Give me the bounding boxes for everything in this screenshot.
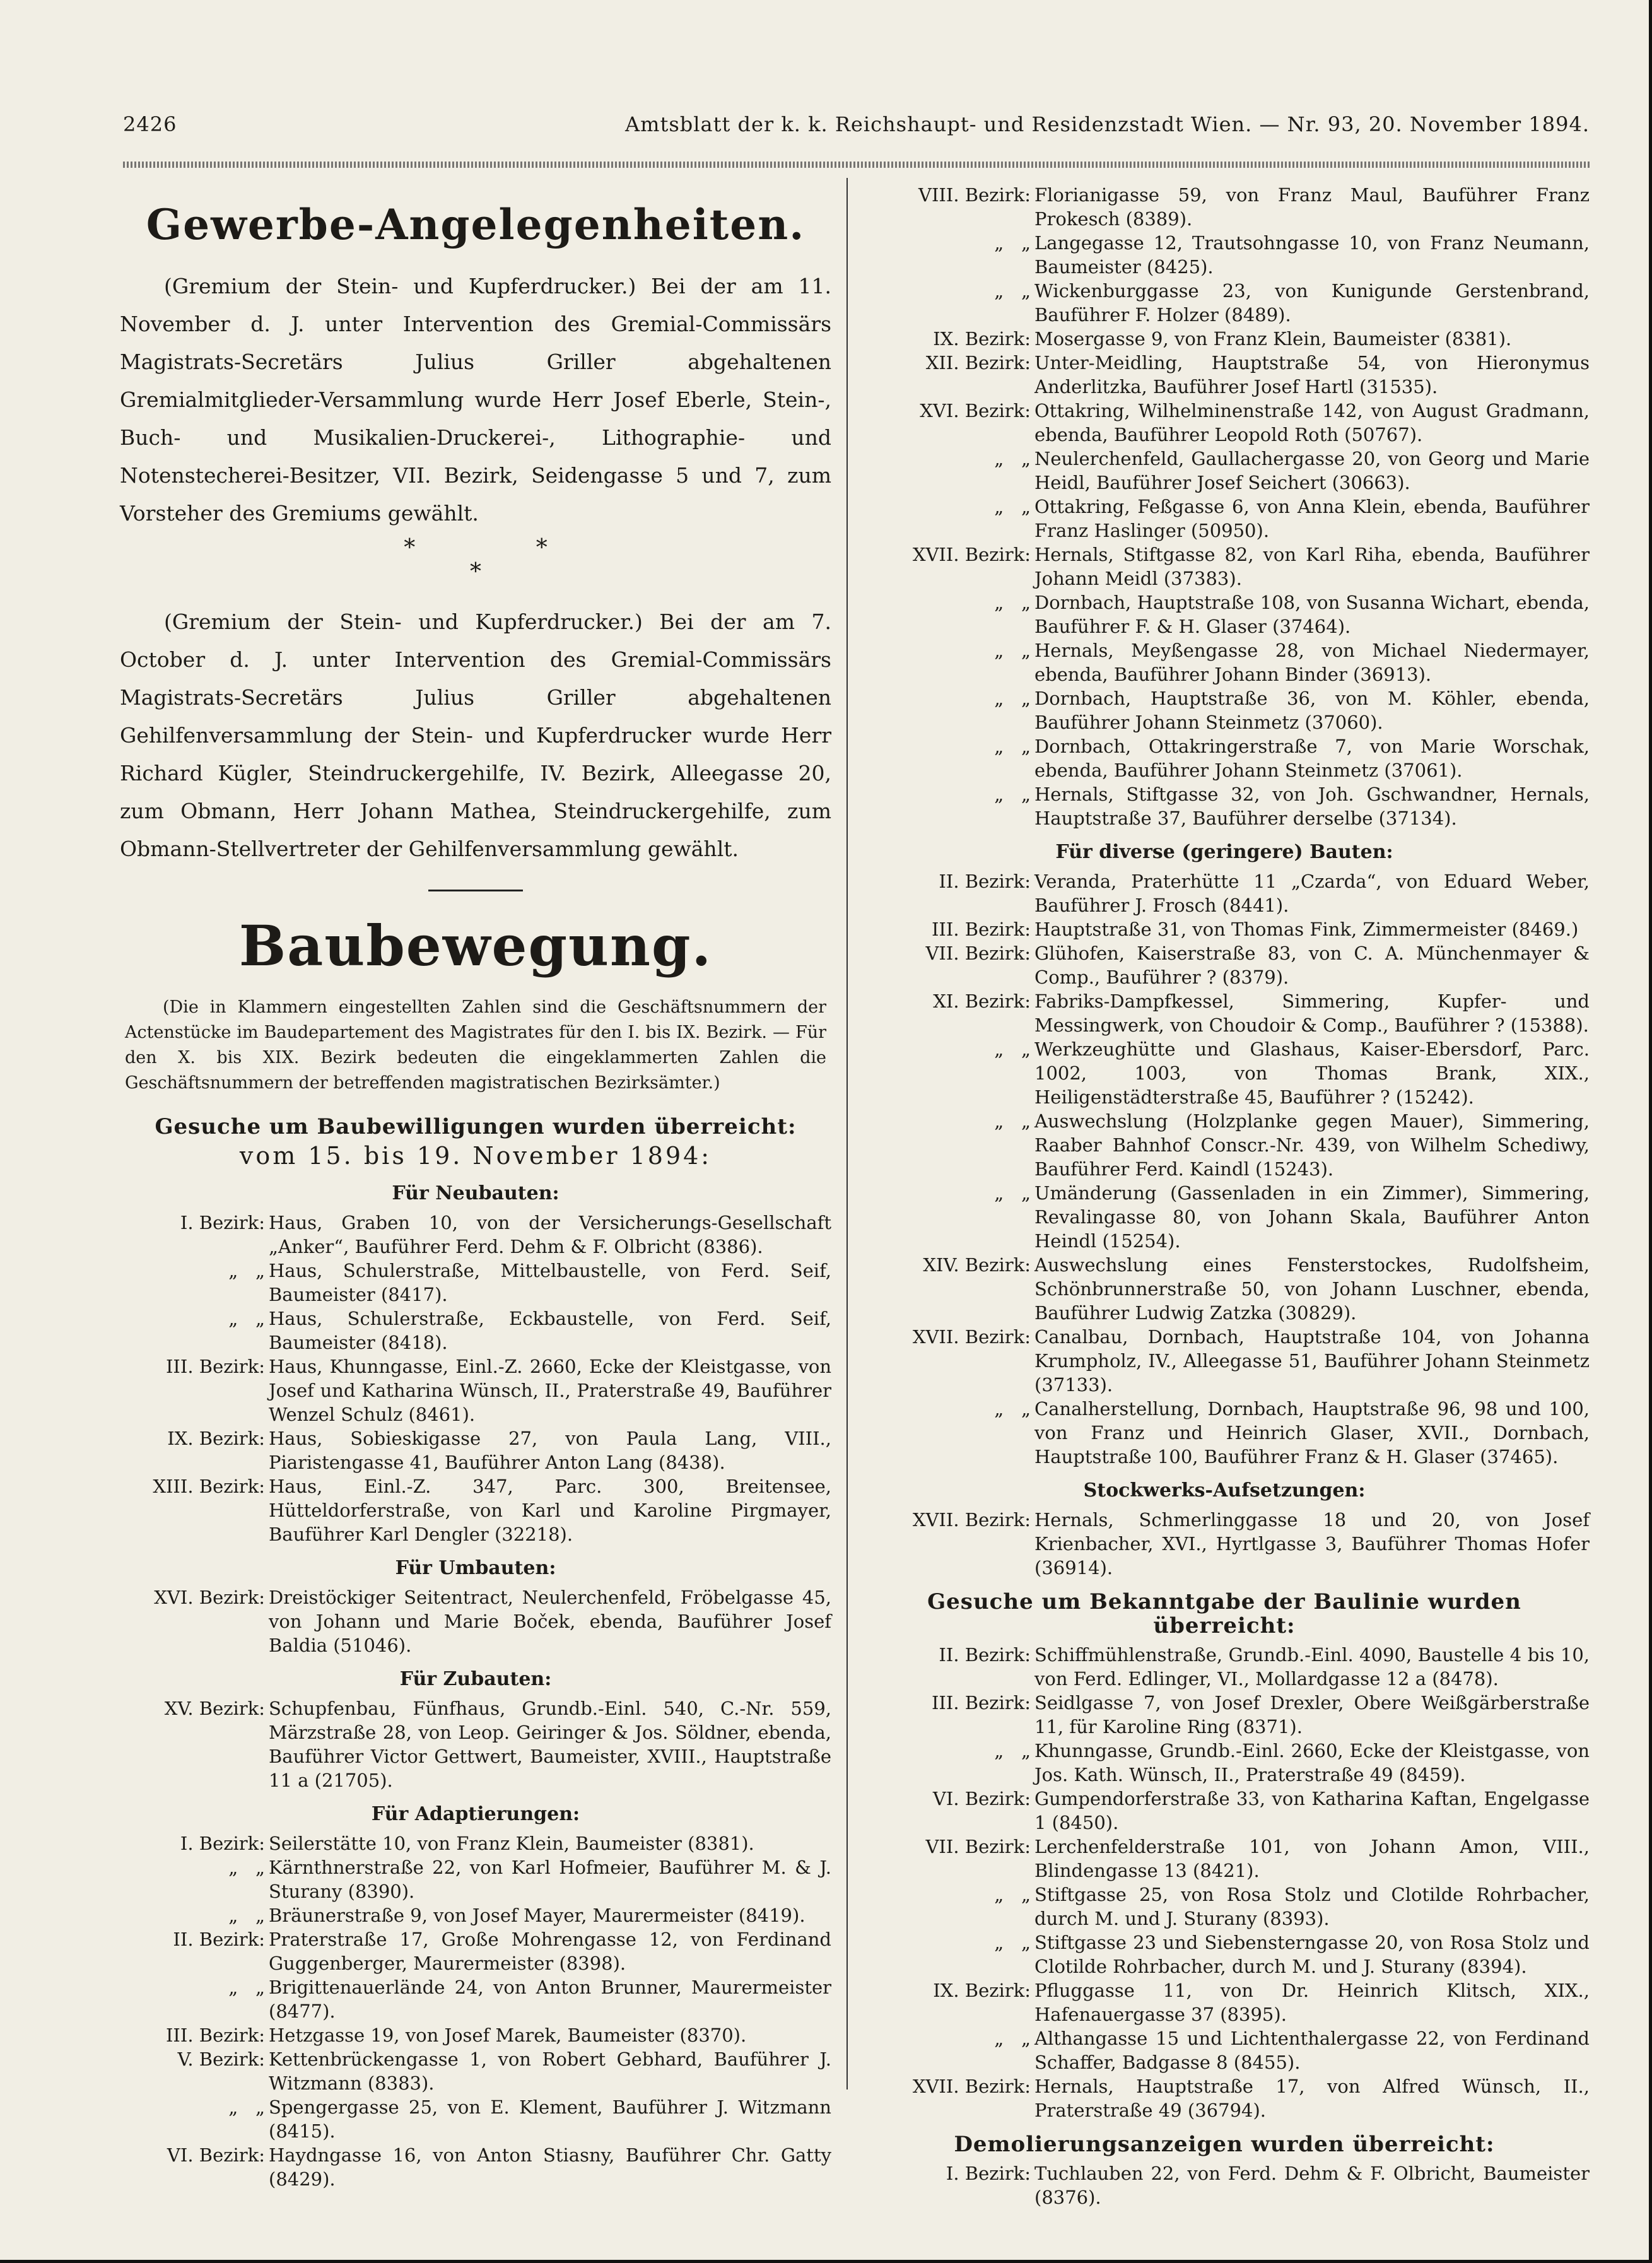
list-item [859,1691,1590,1739]
entry-text: Haus, Einl.-Z. 347, Parc. 300, Breitensee, Hütteldorferstraße, von Karl und Karoline Pirgmayer, Bauführer Karl Dengler (32218). [269,1476,831,1545]
list-item [859,1739,1590,1787]
entry-text: Glühofen, Kaiserstraße 83, von C. A. Münchenmayer & Comp., Bauführer ? (8379). [1034,943,1590,988]
district-label: „ „ [994,1110,1031,1132]
entry-text: Dreistöckiger Seitentract, Neulerchenfeld, Fröbelgasse 45, von Johann und Marie Boček, ebenda, Bauführer Josef Baldia (51046). [269,1587,831,1656]
district-label: „ „ [994,2028,1031,2049]
entry-text: Bräunerstraße 9, von Josef Mayer, Maurermeister (8419). [269,1905,805,1926]
heading-zubauten: Für Zubauten: [399,1668,552,1690]
list-item [859,279,1590,327]
entry-text: Gumpendorferstraße 33, von Katharina Kaftan, Engelgasse 1 (8450). [1034,1788,1590,1833]
district-label: I. Bezirk: [180,1212,265,1233]
entry-text: Haus, Sobieskigasse 27, von Paula Lang, VIII., Piaristengasse 41, Bauführer Anton Lang (8438). [269,1428,831,1473]
district-label: „ „ [994,496,1031,517]
entry-text: Tuchlauben 22, von Ferd. Dehm & F. Olbricht, Baumeister (8376). [1034,2163,1590,2208]
entry-text: Hernals, Hauptstraße 17, von Alfred Wünsch, II., Praterstraße 49 (36794). [1034,2076,1590,2121]
gewerbe-paragraph-2: (Gremium der Stein- und Kupferdrucker.) Bei der am 7. October d. J. unter Intervention des Gremial-Commissärs Magistrats-Secretärs Julius Griller abgehaltenen Gehilfenversammlung der Stein- und Kupferdrucker wurde Herr Richard Kügler, Steindruckergehilfe, IV. Bezirk, Alleegasse 20, zum Obmann, Herr Johann Mathea, Steindruckergehilfe, zum Obmann-Stellvertreter der Gehilfenversammlung gewählt. [120,609,831,861]
list-item [859,941,1590,989]
district-label: „ „ [994,1932,1031,1953]
entry-text: Wickenburggasse 23, von Kunigunde Gerstenbrand, Bauführer F. Holzer (8489). [1034,280,1590,326]
entry-text: Haydngasse 16, von Anton Stiasny, Bauführer Chr. Gatty (8429). [269,2144,831,2190]
entry-text: Hernals, Stiftgasse 32, von Joh. Gschwandner, Hernals, Hauptstraße 37, Bauführer derselbe (37134). [1034,784,1590,829]
list-item [120,1855,831,1903]
entry-text: Stiftgasse 23 und Siebensterngasse 20, von Rosa Stolz und Clotilde Rohrbacher, durch M. und J. Sturany (8394). [1034,1932,1590,1977]
district-label: „ „ [994,1884,1031,1905]
district-label: III. Bezirk: [931,1692,1031,1713]
list-item [120,1585,831,1657]
district-label: I. Bezirk: [180,1833,265,1854]
list-item [120,2023,831,2047]
list-item [120,2095,831,2143]
entry-text: Dornbach, Ottakringerstraße 7, von Marie Worschak, ebenda, Bauführer Johann Steinmetz (37061). [1034,736,1590,781]
heading-adaptierungen: Für Adaptierungen: [371,1803,580,1825]
list-item [120,2143,831,2191]
district-label: XIII. Bezirk: [153,1476,265,1497]
district-label: XV. Bezirk: [164,1698,265,1719]
entry-text: Haus, Schulerstraße, Eckbaustelle, von Ferd. Seif, Baumeister (8418). [269,1308,831,1353]
list-item [859,869,1590,917]
district-label: XVI. Bezirk: [154,1587,265,1608]
separator-stars [120,536,831,584]
heading-gesuche: Gesuche um Baubewilligungen wurden überreicht: [155,1114,797,1139]
list-item [859,543,1590,591]
list-item [859,231,1590,279]
district-label: II. Bezirk: [173,1929,265,1950]
list-item [859,1787,1590,1835]
list-item [859,638,1590,686]
list-item [120,1307,831,1355]
district-label: III. Bezirk: [165,1356,265,1377]
date-range: vom 15. bis 19. November 1894: [239,1142,712,1170]
district-label: IX. Bezirk: [933,1980,1031,2001]
heading-demolierung: Demolierungsanzeigen wurden überreicht: [954,2132,1495,2157]
list-stockwerk [859,1508,1590,1580]
entry-text: Canalbau, Dornbach, Hauptstraße 104, von Johanna Krumpholz, IV., Alleegasse 51, Bauführer Johann Steinmetz (37133). [1034,1326,1590,1396]
list-adaptierungen-cont [859,183,1590,830]
entry-text: Ottakring, Feßgasse 6, von Anna Klein, ebenda, Bauführer Franz Haslinger (50950). [1034,496,1590,541]
baubewegung-note: (Die in Klammern eingestellten Zahlen sind die Geschäftsnummern der Actenstücke im Baudepartement des Magistrates für den I. bis IX. Bezirk. — Für den X. bis XIX. Bezirk bedeuten die eingeklammerten Zahlen die Geschäftsnummern der betreffenden magistratischen Bezirksämter.) [125,997,826,1093]
entry-text: Dornbach, Hauptstraße 36, von M. Köhler, ebenda, Bauführer Johann Steinmetz (37060). [1034,688,1590,733]
section-title-gewerbe: Gewerbe-Angelegenheiten. [146,200,805,249]
list-item [859,2161,1590,2209]
list-baulinie [859,1643,1590,2122]
list-item [859,1397,1590,1469]
district-label: XI. Bezirk: [933,990,1031,1012]
district-label: „ „ [228,1977,265,1998]
list-item [859,399,1590,447]
list-item [120,2047,831,2095]
district-label: VII. Bezirk: [925,1836,1031,1857]
list-item [859,591,1590,638]
entry-text: Stiftgasse 25, von Rosa Stolz und Clotilde Rohrbacher, durch M. und J. Sturany (8393). [1034,1884,1590,1929]
entry-text: Werkzeughütte und Glashaus, Kaiser-Ebersdorf, Parc. 1002, 1003, von Thomas Brank, XIX., Heiligenstädterstraße 45, Bauführer ? (15242). [1034,1038,1590,1108]
entry-text: Haus, Graben 10, von der Versicherungs-Gesellschaft „Anker“, Bauführer Ferd. Dehm & F. Olbricht (8386). [269,1212,831,1257]
entry-text: Haus, Schulerstraße, Mittelbaustelle, von Ferd. Seif, Baumeister (8417). [269,1260,831,1305]
list-item [859,1643,1590,1691]
list-item [859,183,1590,231]
list-item [859,1037,1590,1109]
entry-text: Auswechslung eines Fensterstockes, Rudolfsheim, Schönbrunnerstraße 50, von Johann Luschner, ebenda, Bauführer Ludwig Zatzka (30829). [1034,1254,1590,1324]
district-label: IX. Bezirk: [167,1428,265,1449]
list-item [859,686,1590,734]
gewerbe-paragraph-1: (Gremium der Stein- und Kupferdrucker.) Bei der am 11. November d. J. unter Intervention des Gremial-Commissärs Magistrats-Secretärs Julius Griller abgehaltenen Gremialmitglieder-Versammlung wurde Herr Josef Eberle, Stein-, Buch- und Musikalien-Druckerei-, Lithographie- und Notenstecherei-Besitzer, VII. Bezirk, Seidengasse 5 und 7, zum Vorsteher des Gremiums gewählt. [120,274,831,526]
district-label: „ „ [994,232,1031,254]
entry-text: Seidlgasse 7, von Josef Drexler, Obere Weißgärberstraße 11, für Karoline Ring (8371). [1034,1692,1590,1737]
district-label: „ „ [994,592,1031,613]
entry-text: Langegasse 12, Trautsohngasse 10, von Franz Neumann, Baumeister (8425). [1034,232,1590,278]
heading-diverse: Für diverse (geringere) Bauten: [1055,841,1393,863]
district-label: „ „ [228,2096,265,2118]
entry-text: Seilerstätte 10, von Franz Klein, Baumeister (8381). [269,1833,754,1854]
list-item [120,1426,831,1474]
list-item [859,2074,1590,2122]
district-label: „ „ [994,736,1031,757]
entry-text: Schupfenbau, Fünfhaus, Grundb.-Einl. 540, C.-Nr. 559, Märzstraße 28, von Leop. Geiringer & Jos. Söldner, ebenda, Bauführer Victor Gettwert, Baumeister, XVIII., Hauptstraße 11 a (21705). [269,1698,831,1791]
district-label: XVII. Bezirk: [912,1509,1031,1531]
district-label: „ „ [994,784,1031,805]
list-umbauten [120,1585,831,1657]
entry-text: Fabriks-Dampfkessel, Simmering, Kupfer- und Messingwerk, von Choudoir & Comp., Bauführer ? (15388). [1034,990,1590,1036]
district-label: „ „ [228,1260,265,1281]
district-label: II. Bezirk: [939,871,1031,892]
district-label: „ „ [994,688,1031,709]
district-label: „ „ [994,1398,1031,1420]
entry-text: Hernals, Schmerlinggasse 18 und 20, von Josef Krienbacher, XVI., Hyrtlgasse 3, Bauführer Thomas Hofer (36914). [1034,1509,1590,1578]
section-title-baubewegung: Baubewegung. [238,913,713,979]
district-label: II. Bezirk: [939,1644,1031,1666]
entry-text: Canalherstellung, Dornbach, Hauptstraße 96, 98 und 100, von Franz und Heinrich Glaser, XVII., Dornbach, Hauptstraße 100, Bauführer Franz & H. Glaser (37465). [1034,1398,1590,1467]
district-label: XVI. Bezirk: [920,400,1031,421]
district-label: VII. Bezirk: [925,943,1031,964]
heading-baulinie: Gesuche um Bekanntgabe der Baulinie wurden überreicht: [927,1589,1521,1638]
entry-text: Dornbach, Hauptstraße 108, von Susanna Wichart, ebenda, Bauführer F. & H. Glaser (37464). [1034,592,1590,637]
right-column [859,183,1590,2209]
district-label: V. Bezirk: [177,2048,265,2070]
list-item [859,351,1590,399]
list-item [859,1181,1590,1253]
district-label: XIV. Bezirk: [923,1254,1031,1276]
list-item [859,327,1590,351]
list-adaptierungen [120,1831,831,2191]
list-diverse [859,869,1590,1469]
entry-text: Unter-Meidling, Hauptstraße 54, von Hieronymus Anderlitzka, Bauführer Josef Hartl (31535). [1034,352,1590,397]
entry-text: Veranda, Praterhütte 11 „Czarda“, von Eduard Weber, Bauführer J. Frosch (8441). [1034,871,1590,916]
entry-text: Hauptstraße 31, von Thomas Fink, Zimmermeister (8469.) [1034,919,1579,940]
stars-bottom: * [470,559,538,585]
heading-stockwerk: Stockwerks-Aufsetzungen: [1083,1479,1366,1502]
district-label: „ „ [228,1905,265,1926]
district-label: IX. Bezirk: [933,328,1031,350]
entry-text: Mosergasse 9, von Franz Klein, Baumeister (8381). [1034,328,1512,350]
entry-text: Brigittenauerlände 24, von Anton Brunner, Maurermeister (8477). [269,1977,831,2022]
list-item [120,1474,831,1546]
list-item [859,1109,1590,1181]
list-item [859,447,1590,495]
list-item [859,2026,1590,2074]
district-label: „ „ [994,1182,1031,1204]
stars-top: * * [404,535,604,561]
entry-text: Hernals, Meyßengasse 28, von Michael Niedermayer, ebenda, Bauführer Johann Binder (36913). [1034,640,1590,685]
district-label: III. Bezirk: [931,919,1031,940]
list-item [859,1253,1590,1325]
district-label: XVII. Bezirk: [912,544,1031,565]
entry-text: Khunngasse, Grundb.-Einl. 2660, Ecke der Kleistgasse, von Jos. Kath. Wünsch, II., Praterstraße 49 (8459). [1034,1740,1590,1785]
entry-text: Lerchenfelderstraße 101, von Johann Amon, VIII., Blindengasse 13 (8421). [1034,1836,1590,1881]
left-column [120,189,831,2191]
district-label: „ „ [994,280,1031,302]
district-label: „ „ [228,1308,265,1329]
entry-text: Auswechslung (Holzplanke gegen Mauer), Simmering, Raaber Bahnhof Conscr.-Nr. 439, von Wilhelm Schediwy, Bauführer Ferd. Kaindl (15243). [1034,1110,1590,1180]
list-item [120,1903,831,1927]
list-item [859,1325,1590,1397]
list-item [859,1883,1590,1931]
district-label: „ „ [994,640,1031,661]
list-zubauten [120,1696,831,1792]
list-item [120,1696,831,1792]
column-divider [847,178,848,2090]
entry-text: Kärnthnerstraße 22, von Karl Hofmeier, Bauführer M. & J. Sturany (8390). [269,1857,831,1902]
district-label: VI. Bezirk: [932,1788,1031,1809]
list-neubauten [120,1211,831,1546]
entry-text: Kettenbrückengasse 1, von Robert Gebhard, Bauführer J. Witzmann (8383). [269,2048,831,2094]
list-item [120,1355,831,1426]
district-label: XVII. Bezirk: [912,2076,1031,2097]
entry-text: Pfluggasse 11, von Dr. Heinrich Klitsch, XIX., Hafenauergasse 37 (8395). [1034,1980,1590,2025]
entry-text: Ottakring, Wilhelminenstraße 142, von August Gradmann, ebenda, Bauführer Leopold Roth (50767). [1034,400,1590,445]
district-label: XVII. Bezirk: [912,1326,1031,1348]
entry-text: Hernals, Stiftgasse 82, von Karl Riha, ebenda, Bauführer Johann Meidl (37383). [1034,544,1590,589]
entry-text: Spengergasse 25, von E. Klement, Bauführer J. Witzmann (8415). [269,2096,831,2142]
entry-text: Florianigasse 59, von Franz Maul, Bauführer Franz Prokesch (8389). [1034,184,1590,230]
list-item [859,782,1590,830]
entry-text: Umänderung (Gassenladen in ein Zimmer), Simmering, Revalingasse 80, von Johann Skala, Bauführer Anton Heindl (15254). [1034,1182,1590,1252]
list-item [859,1508,1590,1580]
list-item [859,734,1590,782]
entry-text: Neulerchenfeld, Gaullachergasse 20, von Georg und Marie Heidl, Bauführer Josef Seichert (30663). [1034,448,1590,493]
list-item [859,989,1590,1037]
header-title: Amtsblatt der k. k. Reichshaupt- und Residenzstadt Wien. — Nr. 93, 20. November 1894. [625,112,1590,136]
list-item [859,1978,1590,2026]
list-item [120,1831,831,1855]
entry-text: Althangasse 15 und Lichtenthalergasse 22, von Ferdinand Schaffer, Badgasse 8 (8455). [1034,2028,1590,2073]
list-item [120,1259,831,1307]
list-item [120,1927,831,1975]
list-item [120,1211,831,1259]
entry-text: Haus, Khunngasse, Einl.-Z. 2660, Ecke der Kleistgasse, von Josef und Katharina Wünsch, II., Praterstraße 49, Bauführer Wenzel Schulz (8461). [269,1356,831,1425]
list-item [859,917,1590,941]
district-label: VIII. Bezirk: [918,184,1031,206]
page-number: 2426 [123,112,177,136]
district-label: VI. Bezirk: [167,2144,265,2166]
list-demolierung [859,2161,1590,2209]
entry-text: Hetzgasse 19, von Josef Marek, Baumeister (8370). [269,2025,747,2046]
district-label: „ „ [228,1857,265,1878]
list-item [859,1835,1590,1883]
district-label: XII. Bezirk: [925,352,1031,373]
entry-text: Praterstraße 17, Große Mohrengasse 12, von Ferdinand Guggenberger, Maurermeister (8398). [269,1929,831,1974]
page-header [123,112,1590,144]
heading-umbauten: Für Umbauten: [395,1557,556,1579]
district-label: „ „ [994,1038,1031,1060]
entry-text: Schiffmühlenstraße, Grundb.-Einl. 4090, Baustelle 4 bis 10, von Ferd. Edlinger, VI., Mollardgasse 12 a (8478). [1034,1644,1590,1690]
district-label: I. Bezirk: [946,2163,1031,2184]
heading-neubauten: Für Neubauten: [392,1182,559,1204]
list-item [859,1931,1590,1978]
list-item [859,495,1590,543]
list-item [120,1975,831,2023]
district-label: III. Bezirk: [165,2025,265,2046]
district-label: „ „ [994,448,1031,469]
district-label: „ „ [994,1740,1031,1761]
section-rule [428,890,523,891]
header-wavy-rule [123,162,1590,168]
